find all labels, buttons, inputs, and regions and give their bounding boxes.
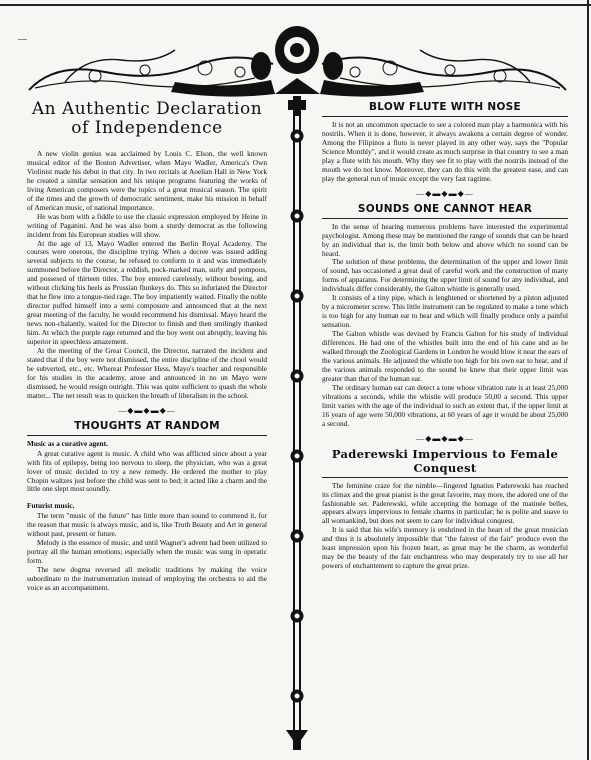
paragraph: It consists of a tiny pipe, which is lenghtened or shortened by a piston adjusted by a micrometer screw. This little instrument can be regulated to make a tone which is too high for any human ear to hear and which will finally produce only a painful sensation.: [322, 293, 568, 330]
section-title-sounds: SOUNDS ONE CANNOT HEAR: [357, 202, 533, 215]
top-border: [0, 4, 591, 6]
subhead-futurist-music: Futurist music.: [27, 501, 75, 511]
article-title-declaration: [27, 100, 267, 138]
section-title-thoughts: THOUGHTS AT RANDOM: [74, 419, 220, 432]
paragraph: The term "music of the future" has little more than sound to commend it, for the reason that music is always music, and is, like Truth Beauty and Art in general without past, present or future.: [27, 511, 267, 539]
title-line-1: An Authentic Declaration: [31, 99, 263, 119]
paragraph: It is not an uncommon spectacle to see a colored man play a harmonica with his nostrils. When it is done, however, it always awakens a certain degree of wonder. Among the Filipinos a fluto is never played in any other way, says the "Popular Science Monthly", and it would create as much surprise in that country to see a man play a flute with his mouth. Why they see fit to play with the nostrils instead of the mouth we do not know. Moreover, they can do this with the greatest ease, and can play the general run of music except the very fast ragtime.: [322, 120, 568, 183]
left-column: [27, 100, 267, 593]
paragraph: The Galton whistle was devised by Francis Galton for his study of individual differences. He had one of the whistles built into the end of his cane and as he walked through the Zoological Gardens in London he would blow it near the ears of the various animals. He adjusted the whistle too high for his own ear to hear, and if the various animals responded to the sound he knew that their upper limit was greater than that of the human ear.: [322, 329, 568, 383]
title-rule: [322, 477, 568, 478]
paragraph: The ordinary human ear can detect a tone whose vibration rate is at least 25,000 vibrations a seconds, while the whistle will produce 50,00 a second. This upper limit varies with the age of the individual to such an extent that, if the upper limit at 16 years of age were 50,000 vibrations, at 60 years of age it would be about 25,000 a second.: [322, 382, 568, 428]
title-rule: [322, 116, 568, 117]
paragraph: A great curative agent is music. A child who was afflicted since about a year with fits of epilepsy, being too nervous to sleep, the physician, who was a great lover of music decided to try a new remedy. He ordered the mother to play Chopin waltzes just before the child was sent to bed; it acted like a charm and the little one slept most soundly.: [27, 448, 267, 494]
title-rule: [27, 435, 267, 436]
paragraph: Melody is the essence of music, and until Wagner's advent had been utilized to portray all the human emotions; especially when the music was sung in operatic form.: [27, 538, 267, 566]
art-nouveau-header-ornament: [25, 20, 570, 100]
section-divider: —◆▬◆▬◆—: [416, 188, 474, 198]
ornamental-column-divider: [283, 96, 311, 750]
subhead-music-curative: Music as a curative agent.: [27, 438, 108, 448]
paragraph: The solution of these problems, the determination of the upper and lower limit of sound, has occasioned a great deal of careful work and the construction of many forms of apparatus. For determining the upper limit of sound for any individual, and individuals differ considerably, the Galton whistle is generally used.: [322, 257, 568, 294]
paragraph: A new violin genius was acclaimed by Louis C. Elson, the well known musical editor of the Boston Advertiser, when Mayo Wadler, America's Own Violinist made his debut in that city. In two recitals at Aoelian Hall in New York he created a similar sensation and his unique programs featuring the works of living American composers were the topics of a great musical season. The spirit of the times and the growth of democratic sentiment, make his mission in behalf of American music, of national importance.: [27, 149, 267, 212]
section-title-flute: BLOW FLUTE WITH NOSE: [368, 101, 522, 113]
title-line-2: of Independence: [71, 118, 223, 138]
paragraph: The feminine craze for the nimble—fingered Ignatius Paderewski has reached its climax and the great pianist is the great favorite, may more, the adored one of the fashionable set. Paderewski, while accepting the homage of the matinée belles, appears always impervious to female charms in particular; he is polite and suave to all womankind, but does not seem to care for individual conquest.: [322, 480, 568, 526]
paragraph: The new dogma reversed all melodic traditions by making the voice subordinate to the instrumentation instead of employing the orchestra to aid the voice as an accompaniment.: [27, 565, 267, 592]
section-title-paderewski: Paderewski Impervious to Female Conquest: [331, 446, 559, 475]
paragraph: At the meeting of the Great Council, the Director, narrated the incident and stated that if the boy were not dismissed, the entire discipline of the chool would be subverted, etc., etc. Whereat Professor Hess, Mayo's teacher and responsible for his studies in the academy, arose and announced in no un Mayo were dismissed, he would resign outright. This was quite sufficient to quash the whole matter... The net result was to quicken the breath of liberalism in the school.: [27, 345, 267, 400]
right-border: [587, 0, 589, 760]
title-rule: [322, 218, 568, 219]
section-divider: —◆▬◆▬◆—: [118, 405, 176, 415]
paragraph: In the sense of hearing numerous problems have interested the experimental psychologist. Among these may be mentioned the range of sounds that can be heard by an individual that is, the limit both below and above which no sound can be heard.: [322, 221, 568, 258]
paragraph: It is said that his wife's memory is enshrined in the heart of the great musician and thus it is absolutely impossible that "the fairest of the fair" produce even the least impression upon his frozen heart, as great may be the charm, as wonderful may be the beauty of the fair enchantress who may desperately try to use all her powers of enchantement to capture the great prize.: [322, 525, 568, 571]
paragraph: He was born with a fiddle to use the classic expression employed by Heine in writing of Paganini. And he was also born a sturdy democrat as the following incident from his European studies will show.: [27, 211, 267, 239]
right-column: [322, 100, 568, 571]
paragraph: At the age of 13, Mayo Wadler entered the Berlin Royal Academy. The courses were onerous, the discipline trying. When a decree was issued adding several subjects to the course, he refused to conform to it and was immediately summoned before the Director, a reddish, pock-marked man, surly and pompous, and possesed of thirteen titles. The boy entered carelessly, without bowing, and without clicking his heels as Prussian flunkeys do. This so infuriated the Director that he flew into a tongue-tied rage. The boy impatiently waited. Finally the noble director puffed himself into a semi composure and announced that at the next great meeting of the faculty, he would recommend his dismissal. Mayo heard the news non-chalantly, waited for the Director to finish and then smilingly thanked him. At which the purple rage returned and the boy went out abruptly, leaving his superior in speechless amazement.: [27, 238, 267, 347]
page-mark: —: [18, 34, 27, 44]
section-divider: —◆▬◆▬◆—: [416, 433, 474, 443]
